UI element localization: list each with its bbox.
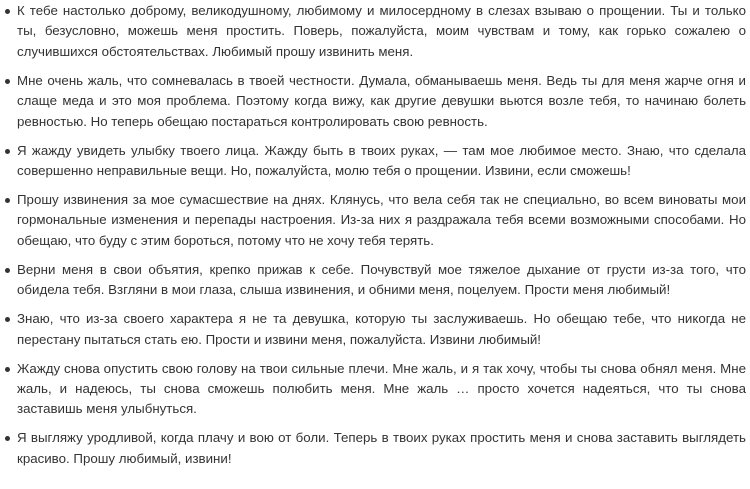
list-item [0, 1, 750, 62]
bullet-icon [5, 198, 10, 203]
list-item [0, 359, 750, 420]
apology-list [0, 1, 750, 469]
list-item-text: Я жажду увидеть улыбку твоего лица. Жажду быть в твоих руках, — там мое любимое место. Знаю, что сделала совершенно неправильные вещи. Но, пожалуйста, молю тебя о прощении. Извини, если сможешь! [17, 142, 746, 179]
list-item [0, 428, 750, 469]
list-item [0, 141, 750, 182]
list-item [0, 71, 750, 132]
bullet-icon [5, 149, 10, 154]
list-item-text: Я выгляжу уродливой, когда плачу и вою от боли. Теперь в твоих руках простить меня и снова заставить выглядеть красиво. Прошу любимый, извини! [17, 430, 746, 466]
bullet-icon [5, 79, 10, 84]
list-item [0, 190, 750, 251]
list-item [0, 309, 750, 350]
list-item-text: Прошу извинения за мое сумасшествие на днях. Клянусь, что вела себя так не специально, во всем виноваты мои гормональные изменения и перепады настроения. Из-за них я раздражала тебя всеми возможными способами. Но обещаю, что буду с этим бороться, потому что не хочу тебя терять. [17, 192, 746, 248]
bullet-icon [5, 268, 10, 273]
list-item-text: Верни меня в свои объятия, крепко прижав к себе. Почувствуй мое тяжелое дыхание от грусти из-за того, что обидела тебя. Взгляни в мои глаза, слыша извинения, и обними меня, поцелуем. Прости меня любимый! [17, 261, 746, 298]
bullet-icon [5, 436, 10, 441]
bullet-icon [5, 317, 10, 322]
list-item-text: К тебе настолько доброму, великодушному, любимому и милосердному в слезах взываю о прощении. Ты и только ты, безусловно, можешь меня простить. Поверь, пожалуйста, моим чувствам и тому, как горько сожалею о случившихся обстоятельствах. Любимый прошу извинить меня. [17, 3, 746, 59]
list-item-text: Жажду снова опустить свою голову на твои сильные плечи. Мне жаль, и я так хочу, чтобы ты снова обнял меня. Мне жаль, и надеюсь, ты снова сможешь полюбить меня. Мне жаль … просто хочется надеяться, что ты снова заставишь меня улыбнуться. [17, 360, 746, 417]
bullet-icon [5, 9, 10, 14]
list-item-text: Знаю, что из-за своего характера я не та девушка, которую ты заслуживаешь. Но обещаю тебе, что никогда не перестану пытаться стать ею. Прости и извини меня, пожалуйста. Извини любимый! [17, 311, 746, 347]
bullet-icon [5, 367, 10, 372]
list-item-text: Мне очень жаль, что сомневалась в твоей честности. Думала, обманываешь меня. Ведь ты для меня жарче огня и слаще меда и это моя проблема. Поэтому когда вижу, как другие девушки вьются возле тебя, то начинаю болеть ревностью. Но теперь обещаю постараться контролировать свою ревность. [17, 72, 746, 129]
list-item [0, 260, 750, 301]
